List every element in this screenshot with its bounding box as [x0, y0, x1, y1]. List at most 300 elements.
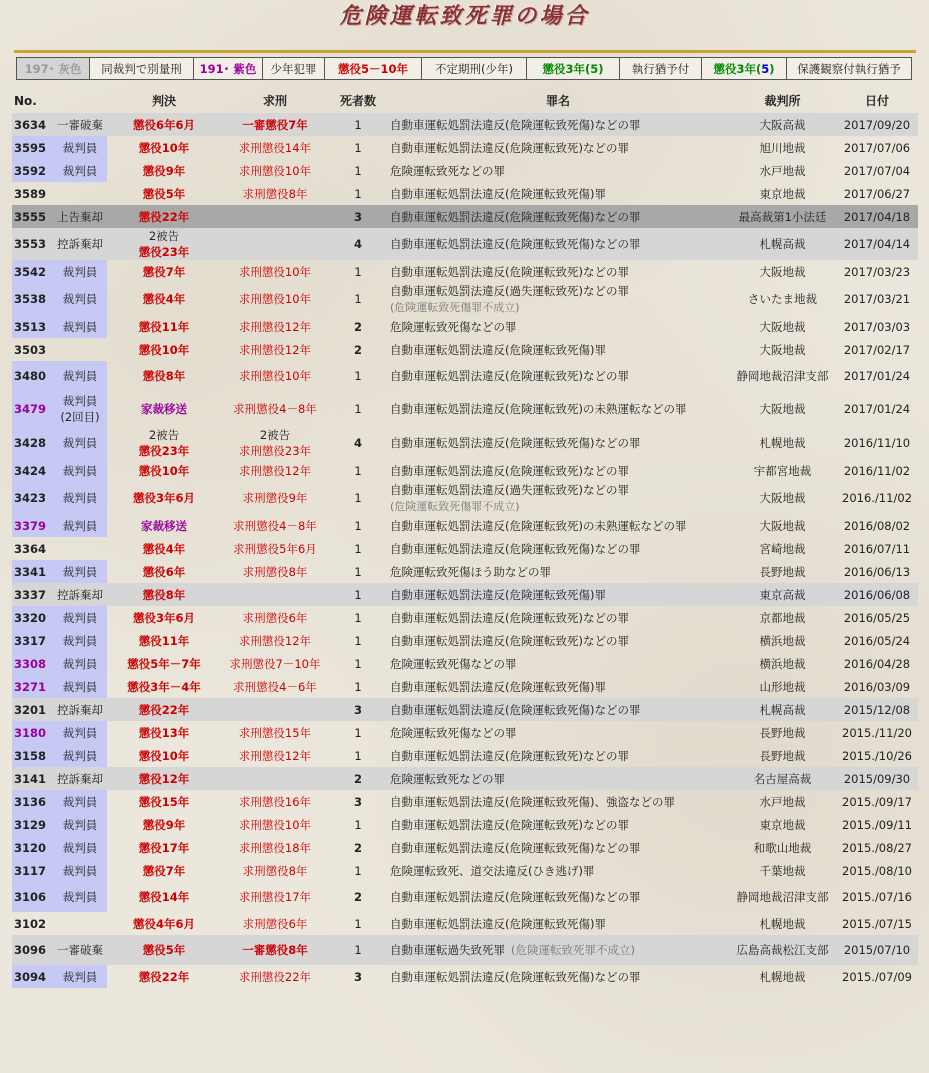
cell-type-text: 裁判員	[62, 140, 98, 155]
legend-green2-label-a: 懲役3年(	[713, 61, 762, 76]
cell-type	[53, 767, 107, 790]
table-row	[12, 965, 918, 988]
cell-type	[53, 836, 107, 859]
cell-date: 2017/03/03	[843, 319, 911, 334]
cell-type-text: 裁判員	[62, 264, 98, 279]
cell-no: 3595	[12, 136, 53, 159]
cell-verdict	[107, 744, 221, 767]
table-row	[12, 159, 918, 182]
table-row	[12, 514, 918, 537]
cell-deaths: 2	[353, 840, 362, 855]
cell-request-text: 求刑懲役12年	[238, 463, 312, 478]
cell-no: 3428	[12, 427, 53, 459]
cell-verdict	[107, 836, 221, 859]
cell-request	[221, 427, 329, 459]
cell-court: 山形地裁	[759, 679, 806, 694]
cell-no: 3117	[12, 859, 53, 882]
cell-date: 2017/01/24	[843, 402, 911, 416]
cell-crime	[387, 338, 729, 361]
cell-request	[221, 136, 329, 159]
legend-green2-label-b: 5	[761, 61, 770, 76]
cell-type	[53, 652, 107, 675]
cell-crime	[387, 459, 729, 482]
cell-crime	[387, 514, 729, 537]
cell-type	[53, 260, 107, 283]
cell-verdict	[107, 912, 221, 935]
cell-date: 2016/11/02	[843, 463, 911, 478]
cell-court: 大阪地裁	[759, 402, 806, 416]
cell-court: 大阪高裁	[729, 113, 836, 136]
cell-deaths: 1	[354, 748, 362, 763]
cell-type-text: 上告棄却	[57, 209, 103, 224]
cell-type-text: 裁判員	[62, 656, 98, 671]
cell-crime	[387, 859, 729, 882]
cell-deaths: 1	[354, 292, 362, 306]
cell-crime-sub: (危険運転致死傷罪不成立)	[390, 301, 520, 314]
cell-type	[53, 606, 107, 629]
legend-green1-desc: 執行猶予付	[620, 58, 702, 79]
cell-date: 2017/02/17	[843, 342, 911, 357]
cell-no: 3129	[12, 813, 53, 836]
cell-crime-text: 自動車運転処罰法違反(危険運転致死)などの罪	[390, 369, 629, 383]
cell-court: 札幌高裁	[729, 698, 836, 721]
cell-verdict-text: 懲役5年	[142, 943, 186, 957]
cell-type	[53, 813, 107, 836]
legend-bar	[16, 57, 912, 80]
cell-no: 3538	[12, 283, 53, 315]
cell-type-text: 控訴棄却	[57, 702, 103, 717]
cell-crime-text: 危険運転致死傷などの罪	[390, 656, 517, 671]
table-row	[12, 560, 918, 583]
cell-deaths: 1	[329, 583, 387, 606]
cell-deaths: 1	[354, 463, 362, 478]
cell-type-text: 控訴棄却	[57, 771, 103, 786]
cell-verdict-text: 懲役6年	[142, 564, 186, 579]
cell-verdict-text: 懲役9年	[142, 163, 186, 178]
legend-red-label: 懲役5－10年	[325, 58, 422, 79]
cell-request	[221, 113, 329, 136]
cell-crime	[387, 744, 729, 767]
cell-verdict-text: 懲役4年	[142, 292, 186, 306]
cell-type	[53, 113, 107, 136]
cell-verdict	[107, 459, 221, 482]
cell-request-text: 求刑懲役18年	[238, 840, 312, 855]
header-verdict: 判決	[151, 94, 176, 108]
table-row	[12, 652, 918, 675]
cell-crime-text: 自動車運転処罰法違反(危険運転致死傷)罪	[390, 186, 606, 201]
title-divider	[14, 50, 916, 53]
cell-verdict-text: 懲役5年－7年	[127, 656, 201, 671]
cell-verdict	[107, 338, 221, 361]
cell-verdict	[107, 182, 221, 205]
cell-crime	[387, 391, 729, 427]
cell-no: 3271	[12, 675, 53, 698]
cell-request-text: 求刑懲役10年	[238, 163, 312, 178]
cell-court: 横浜地裁	[759, 656, 806, 671]
cell-type-text: 裁判員	[62, 679, 98, 694]
cell-verdict	[107, 514, 221, 537]
cell-court: 札幌地裁	[759, 436, 806, 450]
cell-date: 2017/04/14	[836, 228, 918, 260]
cell-request	[221, 721, 329, 744]
cell-date: 2015/12/08	[836, 698, 918, 721]
cell-court: 最高裁第1小法廷	[729, 205, 836, 228]
cell-crime	[387, 965, 729, 988]
cell-verdict-pre: 2被告	[148, 229, 180, 243]
cell-type-text: 裁判員	[62, 491, 98, 505]
cell-deaths: 1	[354, 140, 362, 155]
cell-crime-text: 自動車運転処罰法違反(危険運転致死)などの罪	[390, 817, 629, 832]
cell-verdict	[107, 675, 221, 698]
cell-request	[221, 652, 329, 675]
cell-verdict-text: 懲役4年6月	[132, 916, 195, 931]
cell-type-text: 裁判員	[62, 319, 98, 334]
cell-court: 水戸地裁	[759, 163, 806, 178]
cell-crime-text: 危険運転致死などの罪	[390, 163, 505, 178]
cell-request	[221, 859, 329, 882]
cell-verdict	[107, 965, 221, 988]
cell-verdict-text: 懲役10年	[138, 748, 190, 763]
cell-deaths: 2	[353, 890, 362, 904]
cell-court: 京都地裁	[759, 610, 806, 625]
cell-crime-text: 自動車運転処罰法違反(危険運転致死)などの罪	[390, 140, 629, 155]
table-row	[12, 338, 918, 361]
cell-verdict-text: 懲役3年6月	[132, 491, 195, 505]
table-row	[12, 744, 918, 767]
cell-court: 宇都宮地裁	[753, 463, 812, 478]
cell-crime-text: 自動車運転処罰法違反(危険運転致死傷)罪	[390, 916, 606, 931]
cell-request-text: 求刑懲役8年	[242, 186, 308, 201]
legend-gray-label: 197･ 灰色	[17, 58, 90, 79]
cell-court: 大阪地裁	[759, 264, 806, 279]
cell-request-text: 求刑懲役10年	[238, 817, 312, 832]
cell-court: 札幌地裁	[759, 969, 806, 984]
cell-type-text: 裁判員	[62, 840, 98, 855]
cell-type-text: 裁判員	[62, 564, 98, 579]
table-row	[12, 859, 918, 882]
table-row	[12, 583, 918, 606]
cell-crime-text: 自動車運転処罰法違反(危険運転致死)などの罪	[390, 610, 629, 625]
cell-verdict-text: 懲役9年	[142, 817, 186, 832]
cell-verdict	[107, 159, 221, 182]
cell-deaths: 1	[354, 817, 362, 832]
cell-type-text: 裁判員	[62, 633, 98, 648]
cell-court: 札幌地裁	[759, 916, 806, 931]
cell-type	[53, 935, 107, 965]
cell-no: 3479	[12, 391, 53, 427]
cell-court: 静岡地裁沼津支部	[736, 890, 829, 904]
cell-deaths: 1	[354, 610, 362, 625]
cell-type-note: (2回目)	[60, 410, 100, 424]
cell-type-text: 控訴棄却	[57, 237, 103, 251]
cell-verdict-text: 懲役15年	[138, 794, 190, 809]
cell-request	[221, 606, 329, 629]
cell-crime	[387, 537, 729, 560]
cell-court: 札幌高裁	[729, 228, 836, 260]
cell-type-text: 一審破棄	[57, 943, 103, 957]
cell-type-text: 裁判員	[62, 794, 98, 809]
cell-type	[53, 514, 107, 537]
cell-no: 3141	[12, 767, 53, 790]
cell-date: 2017/07/06	[843, 140, 911, 155]
cell-date: 2015/07/10	[836, 935, 918, 965]
cell-crime-text: 危険運転致死などの罪	[390, 771, 505, 786]
cell-verdict	[107, 228, 221, 260]
cell-date: 2016/04/28	[843, 656, 911, 671]
cell-court: 旭川地裁	[759, 140, 806, 155]
cell-deaths: 1	[354, 541, 362, 556]
cell-date: 2015./09/17	[842, 794, 912, 809]
cell-type	[53, 361, 107, 391]
cell-no: 3201	[12, 698, 53, 721]
cell-court: 長野地裁	[759, 748, 806, 763]
cell-verdict-text: 懲役3年6月	[132, 610, 195, 625]
cell-verdict	[107, 427, 221, 459]
cell-crime-text: 自動車運転処罰法違反(危険運転致死)の未熟運転などの罪	[390, 402, 687, 416]
cell-request-text: 求刑懲役5年6月	[233, 541, 317, 556]
cell-no: 3364	[14, 541, 47, 556]
cell-request-text: 求刑懲役23年	[238, 444, 312, 458]
cell-no: 3308	[12, 652, 53, 675]
cell-crime-text: 自動車運転処罰法違反(危険運転致死)などの罪	[390, 463, 629, 478]
cell-request	[221, 882, 329, 912]
cell-crime	[387, 767, 729, 790]
header-court: 裁判所	[764, 94, 801, 108]
legend-green2-desc: 保護観察付執行猶予	[797, 61, 901, 76]
cell-court: 東京地裁	[759, 186, 806, 201]
cell-type-text: 裁判員	[62, 863, 98, 878]
cell-no: 3503	[14, 342, 47, 357]
cell-crime	[387, 813, 729, 836]
cell-date: 2017/01/24	[843, 369, 911, 383]
cell-verdict-text: 懲役7年	[142, 264, 186, 279]
cell-type-text: 裁判員	[62, 394, 98, 408]
cell-date: 2016/05/25	[843, 610, 911, 625]
cell-date: 2016/11/10	[843, 436, 911, 450]
table-row	[12, 698, 918, 721]
cell-crime-text: 自動車運転処罰法違反(危険運転致死傷)などの罪	[390, 969, 641, 984]
cell-verdict-text: 懲役8年	[142, 369, 186, 383]
cell-crime-note: (危険運転致死罪不成立)	[511, 943, 635, 957]
cell-type-text: 一審破棄	[57, 117, 103, 132]
cell-request	[221, 361, 329, 391]
cell-type-text: 裁判員	[62, 369, 98, 383]
cell-court: 宮崎地裁	[759, 541, 806, 556]
table-header-row	[12, 88, 918, 113]
cell-crime-text: 自動車運転処罰法違反(危険運転致死傷)などの罪	[390, 237, 641, 251]
cell-no: 3423	[12, 482, 53, 514]
cell-verdict-text: 懲役17年	[138, 840, 190, 855]
cell-verdict	[107, 935, 221, 965]
cell-crime-text: 自動車運転過失致死罪	[390, 943, 505, 957]
cell-type-text: 裁判員	[62, 518, 98, 533]
table-row	[12, 836, 918, 859]
cell-date: 2017/03/21	[843, 292, 911, 306]
cell-type	[53, 136, 107, 159]
cell-request-text: 求刑懲役12年	[238, 319, 312, 334]
cell-crime-text: 自動車運転処罰法違反(危険運転致死)などの罪	[390, 264, 629, 279]
cell-court: 広島高裁松江支部	[729, 935, 836, 965]
cell-request-pre: 2被告	[259, 428, 291, 442]
cell-no: 3634	[12, 113, 53, 136]
cell-type-text: 裁判員	[62, 890, 98, 904]
cell-crime-text: 自動車運転処罰法違反(危険運転致死)の未熟運転などの罪	[390, 518, 687, 533]
cell-verdict-pre: 2被告	[148, 428, 180, 442]
table-row	[12, 361, 918, 391]
table-row	[12, 113, 918, 136]
cell-request	[221, 912, 329, 935]
cell-deaths: 2	[329, 767, 387, 790]
cell-type	[53, 338, 107, 361]
cell-crime-text: 自動車運転処罰法違反(危険運転致死傷)罪	[390, 679, 606, 694]
cell-date: 2017/09/20	[836, 113, 918, 136]
table-row	[12, 283, 918, 315]
cell-request	[221, 790, 329, 813]
cell-verdict-text: 懲役7年	[142, 863, 186, 878]
cell-deaths: 1	[354, 679, 362, 694]
cell-deaths: 2	[353, 342, 362, 357]
cell-crime	[387, 283, 729, 315]
cell-request-text: 一審懲役7年	[242, 117, 308, 132]
cell-court: 水戸地裁	[759, 794, 806, 809]
cell-type	[53, 159, 107, 182]
table-row	[12, 228, 918, 260]
cell-court: 長野地裁	[759, 725, 806, 740]
cell-no: 3158	[12, 744, 53, 767]
cell-crime	[387, 698, 729, 721]
cell-deaths: 1	[354, 264, 362, 279]
cell-request-text: 求刑懲役12年	[238, 342, 312, 357]
cell-court: さいたま地裁	[748, 292, 817, 306]
cell-request-text: 求刑懲役4－8年	[233, 402, 317, 416]
cell-type-text: 裁判員	[62, 748, 98, 763]
cell-request	[221, 283, 329, 315]
cell-type-text: 裁判員	[62, 725, 98, 740]
cell-verdict	[107, 205, 221, 228]
cell-type	[53, 537, 107, 560]
cell-request	[221, 767, 329, 790]
cell-verdict	[107, 391, 221, 427]
cell-deaths: 1	[354, 518, 362, 533]
cell-deaths: 4	[329, 228, 387, 260]
cell-crime	[387, 205, 729, 228]
cell-type	[53, 629, 107, 652]
cell-court: 大阪地裁	[759, 491, 806, 505]
cell-verdict-text: 懲役11年	[138, 319, 190, 334]
cell-date: 2017/06/27	[843, 186, 911, 201]
cell-court: 静岡地裁沼津支部	[736, 369, 829, 383]
cell-verdict	[107, 721, 221, 744]
cell-verdict	[107, 136, 221, 159]
cell-no: 3096	[12, 935, 53, 965]
cell-verdict	[107, 583, 221, 606]
table-row	[12, 935, 918, 965]
cell-court: 大阪地裁	[759, 518, 806, 533]
cell-verdict	[107, 652, 221, 675]
cell-request	[221, 813, 329, 836]
cell-verdict	[107, 283, 221, 315]
table-row	[12, 629, 918, 652]
header-crime: 罪名	[545, 94, 570, 108]
table-row	[12, 136, 918, 159]
cell-type	[53, 965, 107, 988]
cell-verdict	[107, 790, 221, 813]
cell-verdict-text: 懲役23年	[138, 444, 190, 458]
table-row	[12, 205, 918, 228]
cell-no: 3553	[12, 228, 53, 260]
cell-verdict	[107, 361, 221, 391]
cell-verdict	[107, 113, 221, 136]
cell-request	[221, 629, 329, 652]
cell-crime	[387, 159, 729, 182]
table-row	[12, 459, 918, 482]
cell-verdict-text: 懲役3年－4年	[127, 679, 201, 694]
cell-verdict-text: 懲役6年6月	[132, 117, 195, 132]
cell-type	[53, 675, 107, 698]
cell-no: 3341	[12, 560, 53, 583]
legend-green2-label-c: )	[769, 61, 775, 76]
cell-type-text: 裁判員	[62, 436, 98, 450]
cell-request-text: 求刑懲役22年	[238, 969, 312, 984]
cell-crime	[387, 606, 729, 629]
cell-crime	[387, 228, 729, 260]
header-no: No.	[14, 93, 37, 108]
cell-date: 2016./11/02	[842, 491, 912, 505]
cell-request	[221, 315, 329, 338]
cell-no: 3136	[12, 790, 53, 813]
legend-purple-label: 191･ 紫色	[194, 58, 263, 79]
cell-crime	[387, 790, 729, 813]
cell-court: 東京地裁	[759, 817, 806, 832]
cell-crime-sub: (危険運転致死傷罪不成立)	[390, 500, 520, 513]
cell-court: 長野地裁	[759, 564, 806, 579]
cell-crime-text: 自動車運転処罰法違反(危険運転致死)などの罪	[390, 748, 629, 763]
cell-request	[221, 338, 329, 361]
cell-request-text: 求刑懲役10年	[238, 292, 312, 306]
table-row	[12, 427, 918, 459]
cell-deaths: 1	[354, 163, 362, 178]
cell-deaths: 4	[353, 436, 362, 450]
cell-court: 東京高裁	[729, 583, 836, 606]
cell-verdict	[107, 859, 221, 882]
cell-crime-text: 自動車運転処罰法違反(過失運転致死)などの罪	[390, 483, 629, 497]
cell-request	[221, 228, 329, 260]
cell-date: 2015/09/30	[836, 767, 918, 790]
table-row	[12, 537, 918, 560]
header-date: 日付	[864, 94, 889, 108]
table-row	[12, 721, 918, 744]
cell-request-text: 求刑懲役7－10年	[229, 656, 321, 671]
cell-verdict	[107, 767, 221, 790]
legend-purple-desc: 少年犯罪	[263, 58, 325, 79]
cell-request-text: 求刑懲役6年	[242, 610, 308, 625]
cell-verdict-text: 懲役22年	[138, 209, 190, 224]
cell-crime	[387, 836, 729, 859]
cell-date: 2015./08/27	[842, 840, 912, 855]
cell-deaths: 1	[354, 564, 362, 579]
cell-verdict	[107, 813, 221, 836]
cell-date: 2015./09/11	[842, 817, 912, 832]
cell-verdict-text: 家裁移送	[141, 402, 187, 416]
cell-crime-text: 自動車運転処罰法違反(危険運転致死傷)、強盗などの罪	[390, 794, 675, 809]
cell-type	[53, 205, 107, 228]
cell-request-text: 求刑懲役15年	[238, 725, 312, 740]
cell-verdict-text: 懲役4年	[142, 541, 186, 556]
cell-crime	[387, 260, 729, 283]
page-title: 危険運転致死罪の場合	[339, 3, 590, 29]
cell-type	[53, 315, 107, 338]
cell-crime	[387, 675, 729, 698]
